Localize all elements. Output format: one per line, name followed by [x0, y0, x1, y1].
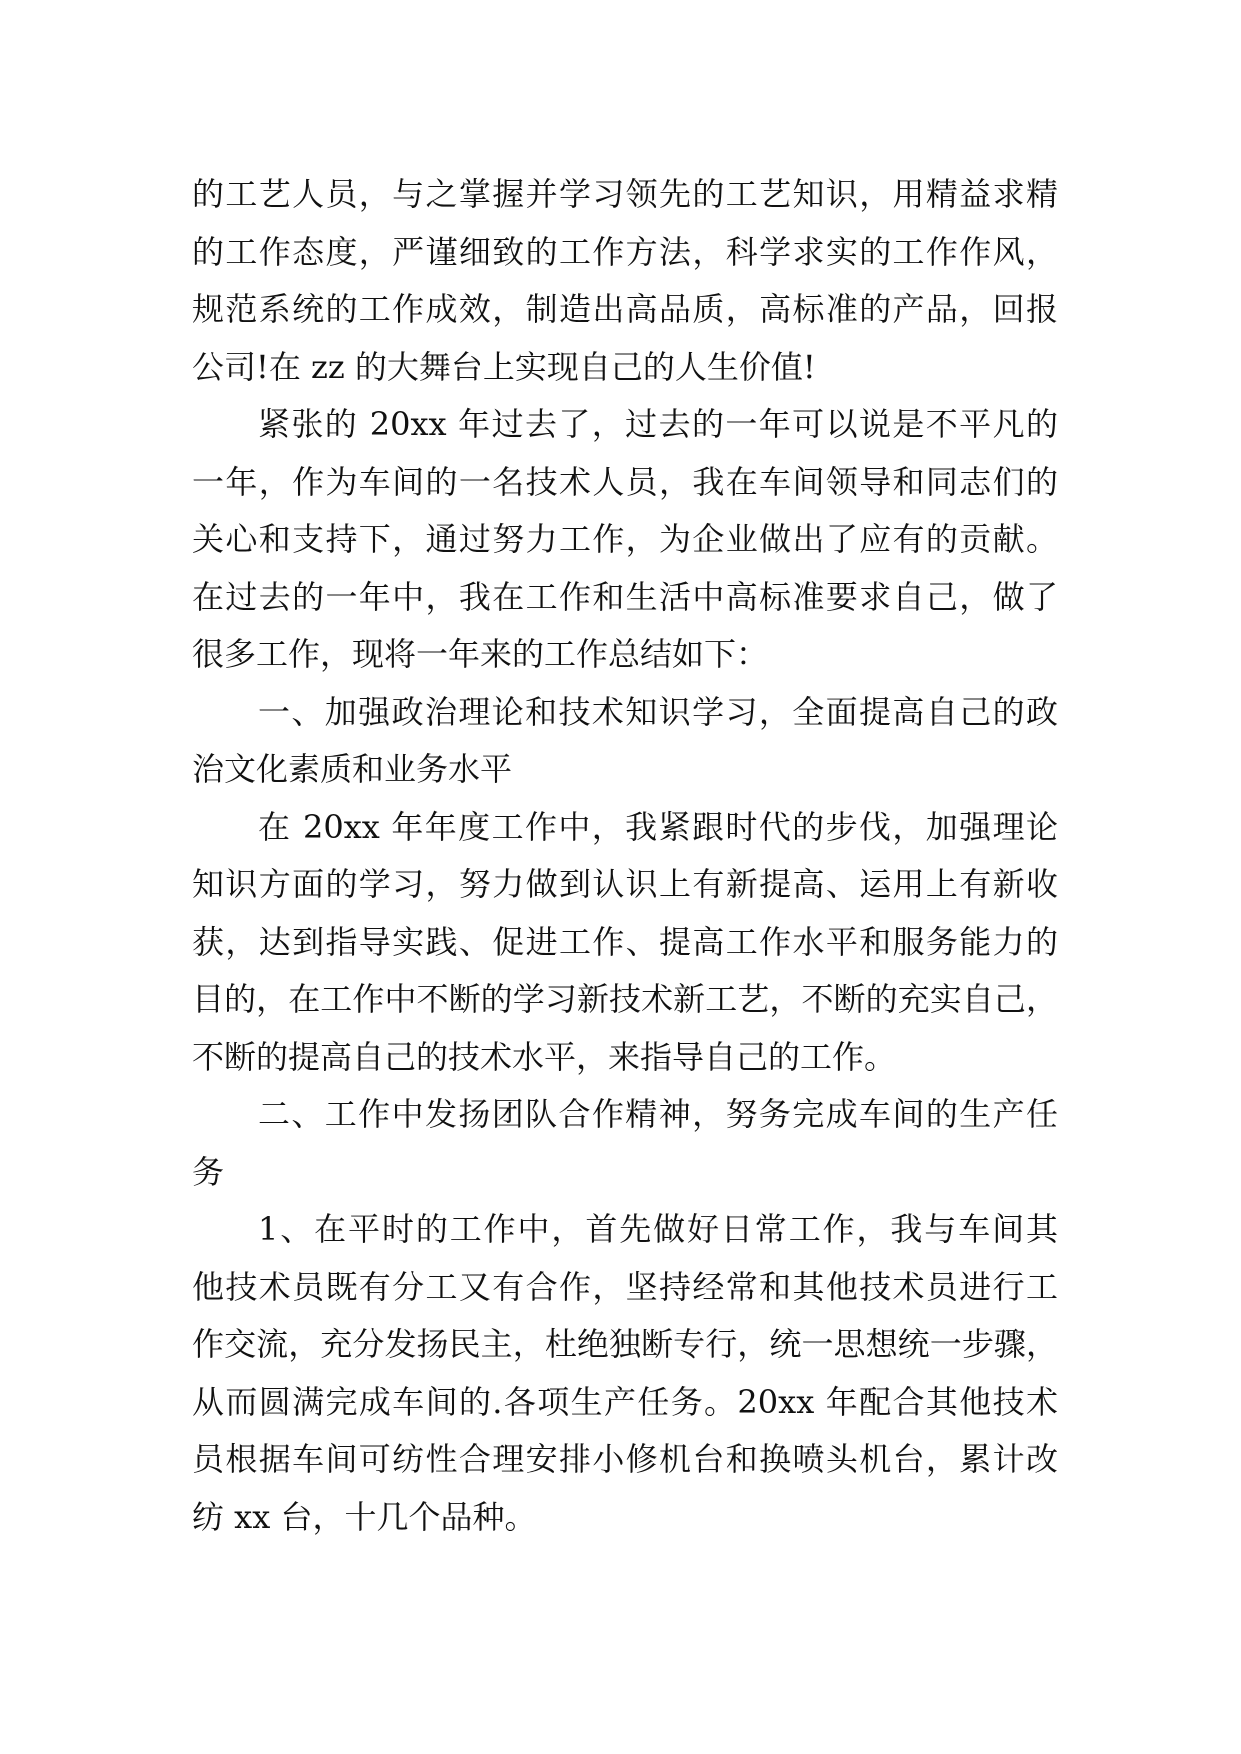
text-line: 二、工作中发扬团队合作精神，努务完成车间的生产任: [258, 1095, 1058, 1133]
text-line: 一年，作为车间的一名技术人员，我在车间领导和同志们的: [192, 462, 1058, 501]
text-line: 公司!在 zz 的大舞台上实现自己的人生价值!: [192, 347, 816, 386]
text-line: 务: [192, 1152, 225, 1191]
text-line: 一、加强政治理论和技术知识学习，全面提高自己的政: [258, 692, 1058, 731]
text-line: 目的，在工作中不断的学习新技术新工艺，不断的充实自己，: [192, 980, 1058, 1018]
text-line: 他技术员既有分工又有合作，坚持经常和其他技术员进行工: [192, 1267, 1058, 1306]
text-line: 规范系统的工作成效，制造出高品质，高标准的产品，回报: [192, 290, 1058, 328]
text-line: 员根据车间可纺性合理安排小修机台和换喷头机台，累计改: [192, 1440, 1058, 1478]
text-line: 获，达到指导实践、促进工作、提高工作水平和服务能力的: [192, 922, 1058, 961]
text-line: 关心和支持下，通过努力工作，为企业做出了应有的贡献。: [192, 520, 1058, 558]
text-line: 紧张的 20xx 年过去了，过去的一年可以说是不平凡的: [258, 405, 1058, 443]
text-line: 在 20xx 年年度工作中，我紧跟时代的步伐，加强理论: [258, 807, 1058, 846]
text-line: 作交流，充分发扬民主，杜绝独断专行，统一思想统一步骤，: [192, 1325, 1058, 1363]
text-line: 的工作态度，严谨细致的工作方法，科学求实的工作作风，: [192, 232, 1058, 271]
text-line: 从而圆满完成车间的.各项生产任务。20xx 年配合其他技术: [192, 1382, 1058, 1421]
text-line: 很多工作，现将一年来的工作总结如下：: [192, 635, 769, 673]
text-line: 1、在平时的工作中，首先做好日常工作，我与车间其: [258, 1210, 1058, 1248]
text-line: 的工艺人员，与之掌握并学习领先的工艺知识，用精益求精: [192, 175, 1058, 213]
text-line: 治文化素质和业务水平: [192, 750, 513, 788]
text-line: 不断的提高自己的技术水平，来指导自己的工作。: [192, 1037, 897, 1076]
document-body: [192, 166, 1058, 1546]
text-line: 知识方面的学习，努力做到认识上有新提高、运用上有新收: [192, 865, 1058, 903]
text-line: 在过去的一年中，我在工作和生活中高标准要求自己，做了: [192, 577, 1058, 616]
text-line: 纺 xx 台，十几个品种。: [192, 1497, 537, 1536]
